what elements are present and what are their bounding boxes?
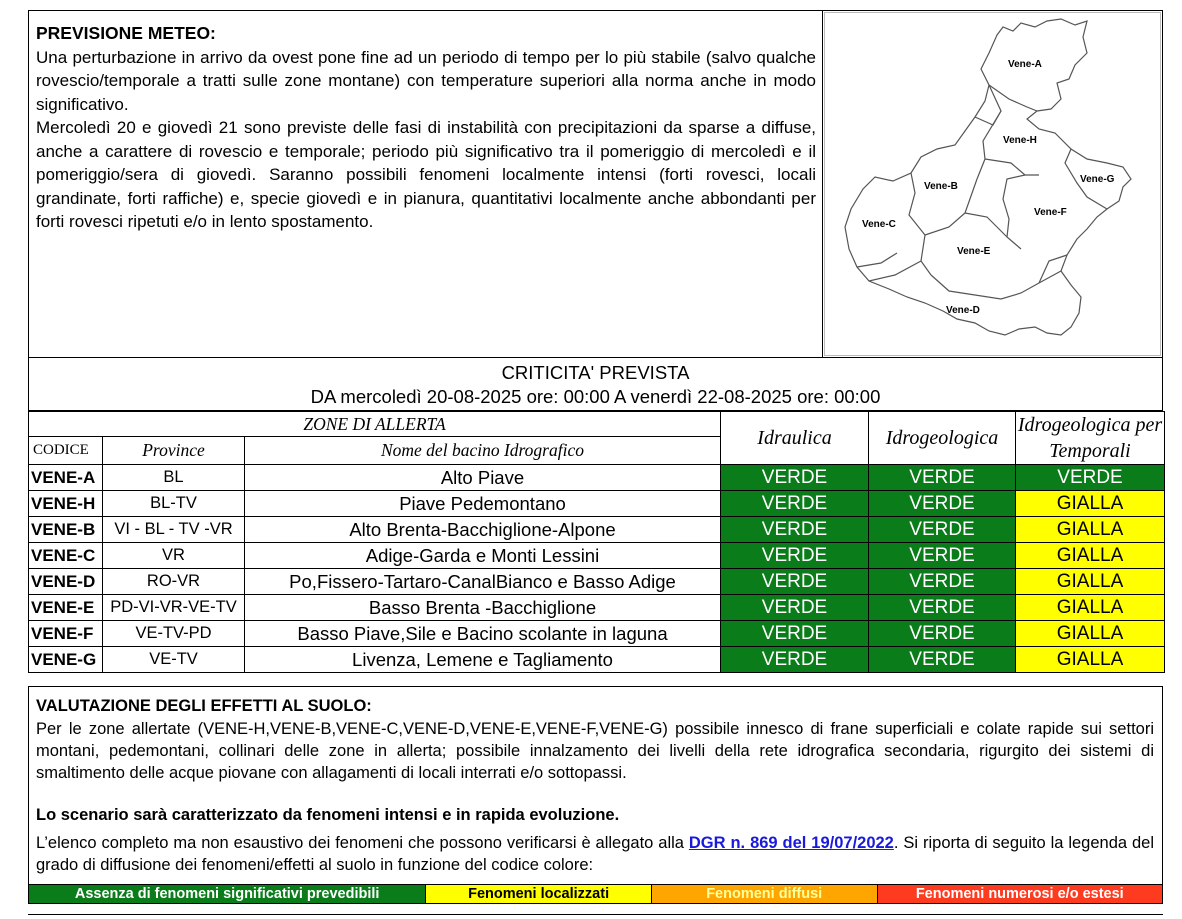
zone-code: VENE-D [29,569,103,595]
level-idrogeologica: VERDE [869,647,1016,673]
zone-basin: Basso Piave,Sile e Bacino scolante in laguna [245,621,721,647]
level-idraulica: VERDE [721,621,869,647]
table-row [29,517,1165,543]
veneto-zone-map [824,12,1161,356]
zone-province: PD-VI-VR-VE-TV [103,595,245,621]
table-row [29,491,1165,517]
criticita-title: CRITICITA' PREVISTA [501,362,690,383]
zone-code: VENE-F [29,621,103,647]
bottom-divider [28,914,1163,915]
zone-code: VENE-A [29,465,103,491]
level-idraulica: VERDE [721,569,869,595]
zone-province: VE-TV [103,647,245,673]
legend-yellow: Fenomeni localizzati [426,885,652,903]
level-temporali: GIALLA [1016,491,1165,517]
table-row [29,621,1165,647]
zone-code: VENE-E [29,595,103,621]
map-label-vene-h: Vene-H [1003,135,1037,146]
dgr-link[interactable]: DGR n. 869 del 19/07/2022 [688,834,894,852]
level-idraulica: VERDE [721,595,869,621]
zone-province: VI - BL - TV -VR [103,517,245,543]
table-row [29,595,1165,621]
effects-text: Per le zone allertate (VENE-H,VENE-B,VENE-C,VENE-D,VENE-E,VENE-F,VENE-G) possibile innesco di frane superficiali e colate rapide sui settori montani, pedemontani, collinari delle zone in allerta; possibile innalzamento dei livelli della rete idrografica secondaria, rigurgito dei sistemi di smaltimento delle acque piovane con allagamenti di locali interrati e/o sottopassi. [36,720,1154,782]
table-row [29,647,1165,673]
list-text-after: . Si riporta di seguito la legenda del grado di diffusione dei fenomeni/effetti al suolo in funzione del codice colore: [36,834,1154,874]
map-label-vene-a: Vene-A [1008,59,1042,70]
zone-code: VENE-B [29,517,103,543]
col-idrogeologica-header: Idrogeologica [869,412,1016,465]
level-idraulica: VERDE [721,465,869,491]
scenario-text: Lo scenario sarà caratterizzato da fenomeni intensi e in rapida evoluzione. [36,806,620,824]
zone-basin: Po,Fissero-Tartaro-CanalBianco e Basso Adige [245,569,721,595]
table-row [29,569,1165,595]
zone-code: VENE-C [29,543,103,569]
col-province-header: Province [103,437,245,465]
level-idraulica: VERDE [721,647,869,673]
level-idraulica: VERDE [721,543,869,569]
alert-zones-table [28,411,1165,673]
zone-code: VENE-H [29,491,103,517]
forecast-paragraph-1: Una perturbazione in arrivo da ovest pone fine ad un periodo di tempo per lo più stabile (salvo qualche rovescio/temporale a tratti sulle zone montane) con temperature superiori alla norma anche in modo significativo. [36,47,816,114]
level-idrogeologica: VERDE [869,595,1016,621]
level-temporali: GIALLA [1016,517,1165,543]
level-idrogeologica: VERDE [869,465,1016,491]
level-idrogeologica: VERDE [869,569,1016,595]
zone-map-drawing [825,13,1162,357]
phenomena-list-text [36,832,1154,876]
map-label-vene-e: Vene-E [957,246,991,257]
color-legend [28,884,1163,904]
effects-title: VALUTAZIONE DEGLI EFFETTI AL SUOLO: [36,697,372,715]
table-row [29,465,1165,491]
zone-province: VR [103,543,245,569]
level-temporali: GIALLA [1016,595,1165,621]
table-row [29,543,1165,569]
level-idraulica: VERDE [721,517,869,543]
forecast-divider [822,10,823,358]
map-label-vene-b: Vene-B [924,181,958,192]
zone-basin: Alto Brenta-Bacchiglione-Alpone [245,517,721,543]
col-idraulica-header: Idraulica [721,412,869,465]
level-temporali: GIALLA [1016,621,1165,647]
zone-basin: Alto Piave [245,465,721,491]
forecast-paragraph-2: Mercoledì 20 e giovedì 21 sono previste delle fasi di instabilità con precipitazioni da sparse a diffuse, anche a carattere di rovescio e temporale; periodo più significativo tra il pomeriggio di mercoledì e il pomeriggio/sera di giovedì. Saranno possibili fenomeni localmente intensi (forti rovesci, locali grandinate, forti raffiche) e, specie giovedì e in pianura, quantitativi localmente anche abbondanti per forti rovesci ripetuti e/o in lento spostamento. [36,118,816,231]
level-temporali: GIALLA [1016,647,1165,673]
map-label-vene-d: Vene-D [946,305,980,316]
zone-basin: Basso Brenta -Bacchiglione [245,595,721,621]
zone-basin: Adige-Garda e Monti Lessini [245,543,721,569]
level-temporali: GIALLA [1016,569,1165,595]
level-temporali: GIALLA [1016,543,1165,569]
zone-province: VE-TV-PD [103,621,245,647]
level-idrogeologica: VERDE [869,621,1016,647]
zone-code: VENE-G [29,647,103,673]
zone-basin: Piave Pedemontano [245,491,721,517]
level-temporali: VERDE [1016,465,1165,491]
map-label-vene-c: Vene-C [862,219,896,230]
zone-basin: Livenza, Lemene e Tagliamento [245,647,721,673]
forecast-text [36,22,816,234]
zone-province: RO-VR [103,569,245,595]
level-idrogeologica: VERDE [869,491,1016,517]
legend-red: Fenomeni numerosi e/o estesi [878,885,1163,903]
list-text-before: L’elenco completo ma non esaustivo dei fenomeni che possono verificarsi è allegato alla [36,834,689,852]
level-idraulica: VERDE [721,491,869,517]
legend-green: Assenza di fenomeni significativi prevedibili [29,885,426,903]
legend-orange: Fenomeni diffusi [652,885,878,903]
level-idrogeologica: VERDE [869,517,1016,543]
col-temporali-header: Idrogeologica per Temporali [1016,412,1165,465]
criticita-period: DA mercoledì 20-08-2025 ore: 00:00 A venerdì 22-08-2025 ore: 00:00 [310,386,881,407]
col-code-header: CODICE [29,437,103,465]
map-label-vene-f: Vene-F [1034,207,1067,218]
zone-di-allerta-header: ZONE DI ALLERTA [29,412,721,437]
criticita-header [28,358,1163,411]
col-basin-header: Nome del bacino Idrografico [245,437,721,465]
zone-province: BL-TV [103,491,245,517]
level-idrogeologica: VERDE [869,543,1016,569]
zone-province: BL [103,465,245,491]
forecast-title: PREVISIONE METEO: [36,23,216,43]
map-label-vene-g: Vene-G [1080,174,1115,185]
